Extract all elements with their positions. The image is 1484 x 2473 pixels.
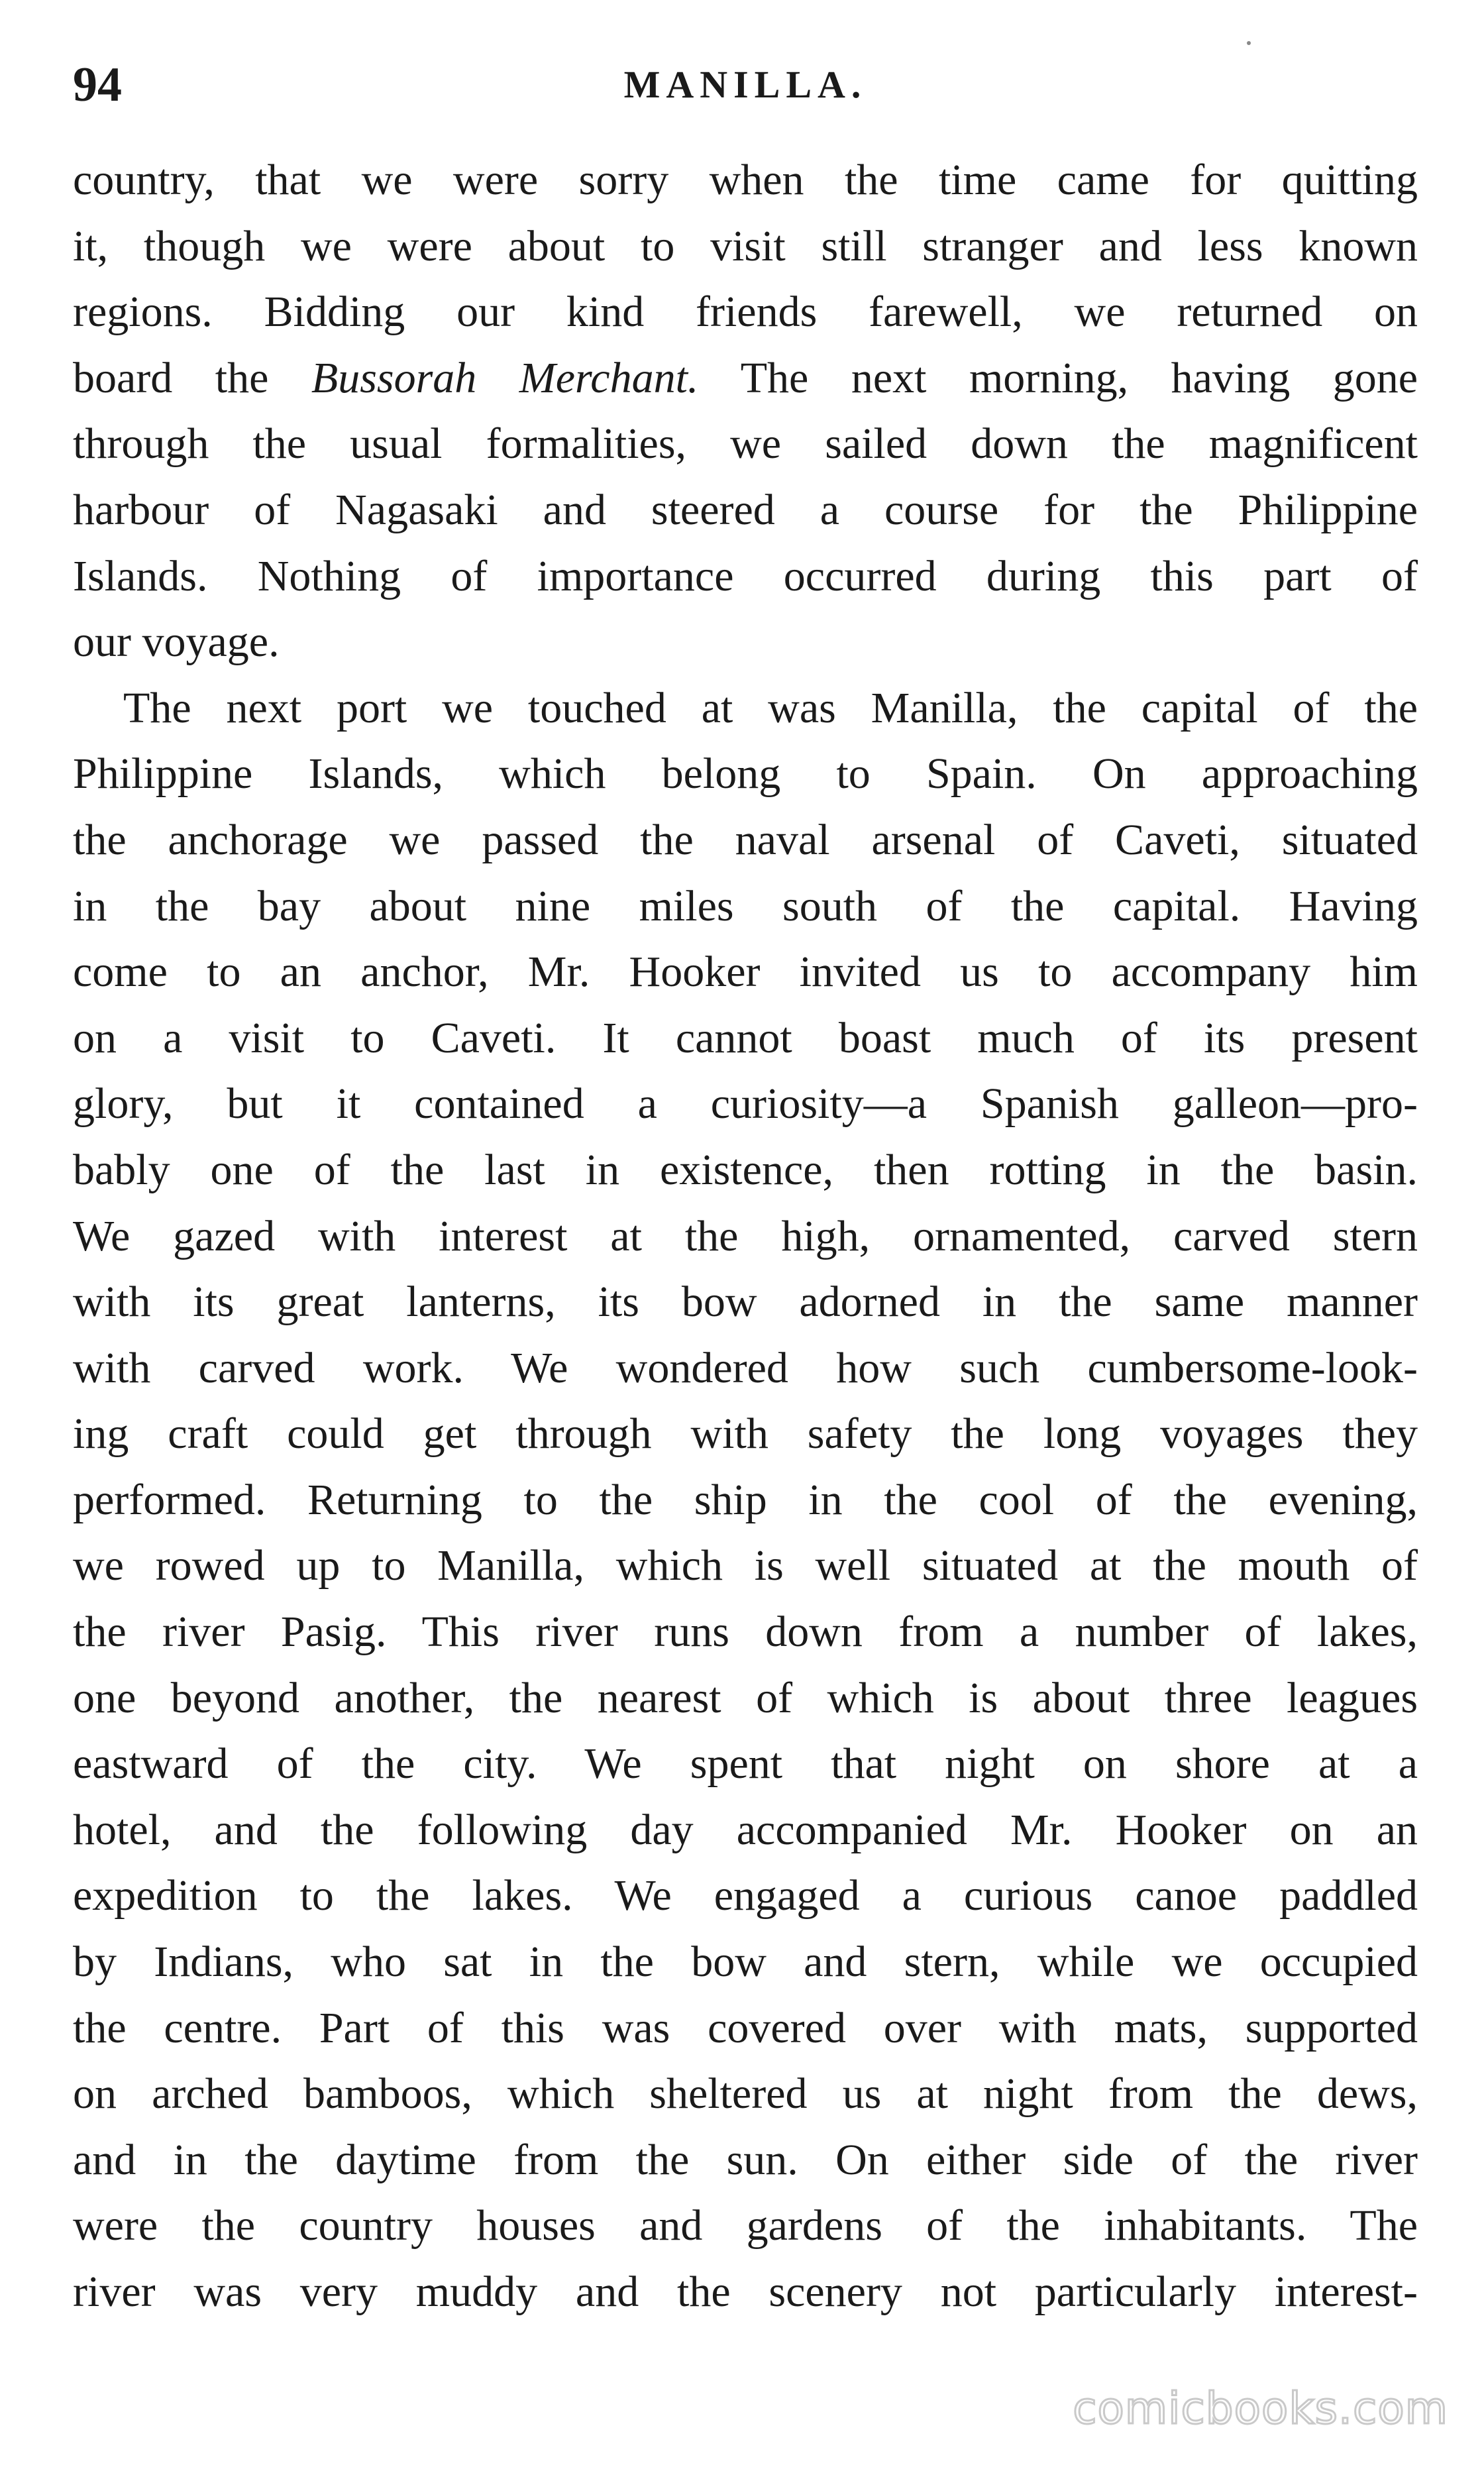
text-line: come to an anchor, Mr. Hooker invited us to accompany him xyxy=(73,948,1418,997)
text-line: the river Pasig. This river runs down from a number of lakes, xyxy=(73,1608,1418,1657)
text-line: by Indians, who sat in the bow and stern, while we occupied xyxy=(73,1938,1418,1987)
print-speck xyxy=(1247,41,1251,45)
text-line: with its great lanterns, its bow adorned in the same manner xyxy=(73,1278,1418,1327)
text-line: our voyage. xyxy=(73,618,280,667)
watermark: comicbooks.com xyxy=(1073,2383,1448,2434)
text-line: in the bay about nine miles south of the capital. Having xyxy=(73,881,1418,930)
text-line: performed. Returning to the ship in the cool of the evening, xyxy=(73,1475,1418,1524)
text-line: it, though we were about to visit still stranger and less known xyxy=(73,221,1418,270)
text-line: the centre. Part of this was covered over with mats, supported xyxy=(73,2003,1418,2052)
text-segment: The next morning, having gone xyxy=(698,353,1418,402)
text-line: The next port we touched at was Manilla, the capital of the xyxy=(123,683,1418,732)
paragraph-1 xyxy=(73,147,1418,675)
text-line: through the usual formalities, we sailed down the magnificent xyxy=(73,419,1418,468)
text-line: on a visit to Caveti. It cannot boast much of its present xyxy=(73,1013,1418,1062)
text-line: and in the daytime from the sun. On either side of the river xyxy=(73,2135,1418,2184)
text-line: regions. Bidding our kind friends farewell, we returned on xyxy=(73,288,1418,337)
text-line: country, that we were sorry when the time came for quitting xyxy=(73,156,1418,204)
running-head: MANILLA. xyxy=(623,63,867,106)
text-line: one beyond another, the nearest of which is about three leagues xyxy=(73,1673,1418,1722)
text-line: expedition to the lakes. We engaged a curious canoe paddled xyxy=(73,1871,1418,1920)
text-line: river was very muddy and the scenery not particularly interest- xyxy=(73,2268,1418,2316)
text-line: ing craft could get through with safety the long voyages they xyxy=(73,1409,1418,1458)
text-line: on arched bamboos, which sheltered us at night from the dews, xyxy=(73,2069,1418,2118)
text-line: with carved work. We wondered how such cumbersome-look- xyxy=(73,1343,1418,1392)
text-line: eastward of the city. We spent that night on shore at a xyxy=(73,1739,1418,1788)
paragraph-2 xyxy=(73,675,1418,2325)
text-segment: board the xyxy=(73,353,311,402)
text-line: Islands. Nothing of importance occurred during this part of xyxy=(73,551,1418,600)
text-line: we rowed up to Manilla, which is well situated at the mouth of xyxy=(73,1541,1418,1590)
text-line: hotel, and the following day accompanied Mr. Hooker on an xyxy=(73,1805,1418,1854)
text-line: Philippine Islands, which belong to Spain. On approaching xyxy=(73,749,1418,798)
text-line: the anchorage we passed the naval arsenal of Caveti, situated xyxy=(73,815,1418,864)
body-text xyxy=(73,147,1418,2325)
page-number: 94 xyxy=(73,58,122,112)
text-line xyxy=(73,345,1418,412)
text-line: were the country houses and gardens of the inhabitants. The xyxy=(73,2201,1418,2250)
text-line: glory, but it contained a curiosity—a Spanish galleon—pro- xyxy=(73,1079,1418,1128)
page-header xyxy=(73,52,1418,118)
ship-name-italic: Bussorah Merchant. xyxy=(311,353,699,402)
text-line: bably one of the last in existence, then rotting in the basin. xyxy=(73,1145,1418,1194)
text-line: We gazed with interest at the high, ornamented, carved stern xyxy=(73,1211,1418,1260)
text-line: harbour of Nagasaki and steered a course for the Philippine xyxy=(73,485,1418,534)
